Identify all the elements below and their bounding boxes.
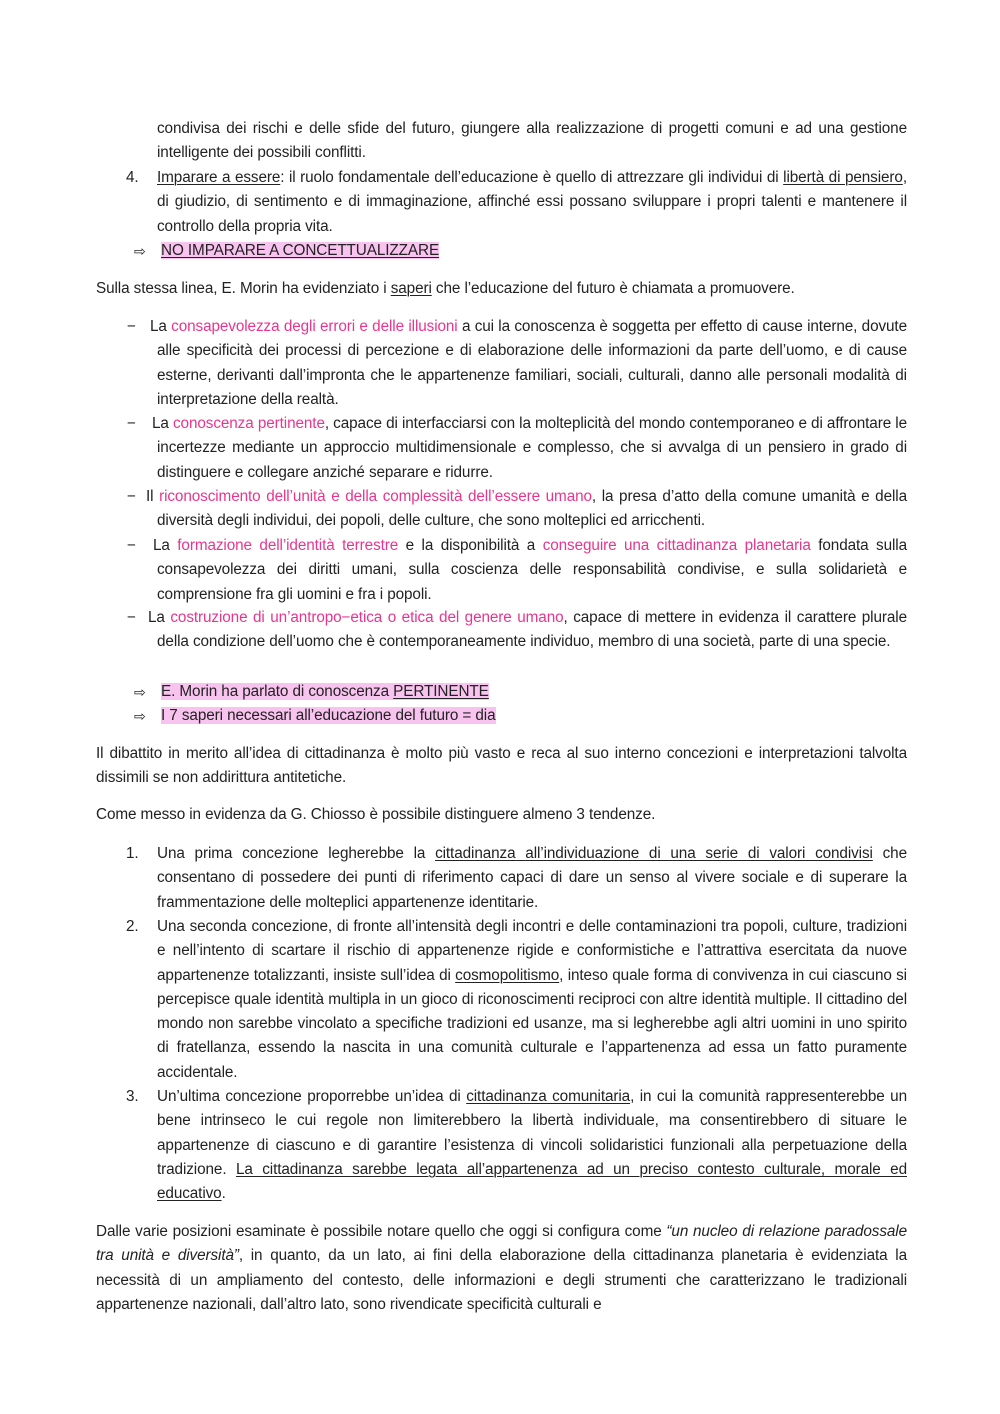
tendenza-1-paragraph — [157, 842, 907, 915]
sapere-4-text-2: fondata sulla consapevolezza dei diritti umani, sulla coscienza delle responsabilità condivise, e sulla solidarietà e comprensione fra gli uomini e fra i popoli. — [157, 537, 907, 603]
note-concettualizzare — [161, 239, 439, 263]
right-arrow-icon: ⇨ — [134, 243, 146, 259]
sapere-3-highlight: riconoscimento dell’unità e della complessità dell’essere umano — [159, 488, 592, 505]
list-item-sapere-3 — [146, 485, 907, 534]
chiosso-paragraph — [96, 803, 907, 827]
note-pertinente — [161, 680, 489, 704]
item3-continuation — [157, 117, 907, 166]
morin-intro-text1: Sulla stessa linea, E. Morin ha evidenziato i — [96, 280, 391, 297]
tendenza-3-text3: . — [221, 1185, 226, 1203]
tendenza-3-underlined-2: La cittadinanza sarebbe legata all’appartenenza ad un preciso contesto culturale, morale ed educativo — [157, 1160, 907, 1203]
sapere-1-article: La — [150, 318, 172, 335]
morin-intro-text2: che l’educazione del futuro è chiamata a promuovere. — [431, 280, 795, 297]
final-italic-quote: “un nucleo di relazione paradossale tra unità e diversità” — [96, 1223, 908, 1265]
tendenza-2-text2: , inteso quale forma di convivenza in cui ciascuno si percepisce quale identità multipla in un gioco di riconoscimenti reciproci con altre identità multiple. Il cittadino del mondo non sarebbe vincolato a specifiche tradizioni ed usanze, ma si legherebbe agli altri uomini in uno spirito di fratellanza, essendo la nascita in una comunità culturale e l’appartenenza ad essa un fatto puramente accidentale. — [157, 966, 907, 1081]
list-item-sapere-4 — [153, 534, 907, 607]
item4-paragraph — [157, 166, 907, 239]
list-dash: − — [127, 609, 136, 626]
tendenza-2-underlined: cosmopolitismo — [455, 966, 560, 984]
tendenza-3-number: 3. — [126, 1088, 139, 1105]
item4-text2: , di giudizio, di sentimento e di immaginazione, affinché essi possano sviluppare i propri talenti e mantenere il controllo della propria vita. — [157, 169, 907, 235]
list-dash: − — [127, 537, 136, 554]
tendenza-2-paragraph — [157, 915, 907, 1085]
item4-number: 4. — [126, 169, 139, 186]
morin-intro-paragraph — [96, 277, 907, 301]
sapere-4-article: La — [153, 537, 178, 554]
final-text1: Dalle varie posizioni esaminate è possibile notare quello che oggi si configura come — [96, 1223, 667, 1240]
tendenza-2-text1: Una seconda concezione, di fronte all’intensità degli incontri e delle contaminazioni tra popoli, culture, tradizioni e nell’intento di scartare il rischio di appartenenze rigide e conformistiche e l’attrattiva esercitata da nuove appartenenze totalizzanti, insiste sull’idea di — [157, 918, 907, 984]
sapere-2-text: , capace di interfacciarsi con la molteplicità del mondo contemporaneo e di affrontare le incertezze mediante un approccio multidimensionale e complesso, che si avvalga di un pensiero in grado di distinguere e collegare anziché separare e ridurre. — [157, 415, 908, 481]
list-item-sapere-2 — [152, 412, 908, 485]
sapere-5-text: , capace di mettere in evidenza il carattere plurale della condizione dell’uomo che è contemporaneamente individuo, membro di una società, parte di una specie. — [157, 609, 907, 651]
tendenza-1-text2: che consentano di possedere dei punti di riferimento capaci di dare un senso al vivere sociale e di superare la frammentazione delle molteplici appartenenze identitarie. — [157, 845, 907, 911]
item4-text1: : il ruolo fondamentale dell’educazione è quello di attrezzare gli individui di — [280, 169, 784, 186]
list-item-sapere-1 — [150, 315, 907, 412]
tendenza-3-underlined-1: cittadinanza comunitaria — [466, 1088, 631, 1105]
note-pertinente-underlined: PERTINENTE — [393, 683, 489, 700]
tendenza-3-paragraph — [157, 1085, 907, 1206]
item4-term: Imparare a essere — [157, 169, 281, 186]
tendenza-3-text2: , in cui la comunità rappresenterebbe un bene intrinseco le cui regole non limiterebbero la libertà individuale, ma consentirebbero di situare le appartenenze di ciascuno e di garantire l’esistenza di vincoli solidaristici funzionali alla perpetuazione della tradizione. — [157, 1088, 908, 1178]
sapere-3-article: Il — [146, 488, 160, 505]
sapere-3-text: , la presa d’atto della comune umanità e della diversità degli individui, dei popoli, delle culture, che sono molteplici ed arricchenti. — [157, 488, 907, 530]
note-pertinente-text: E. Morin ha parlato di conoscenza — [161, 683, 394, 700]
note-concettualizzare-text: NO IMPARARE A CONCETTUALIZZARE — [161, 242, 440, 259]
final-paragraph — [96, 1220, 907, 1317]
final-text2: , in quanto, da un lato, ai fini della elaborazione della cittadinanza planetaria è evidenziata la necessità di un ampliamento del contesto, delle informazioni e degli strumenti che caratterizzano le tradizionali appartenenze nazionali, dall’altro lato, sono rivendicate specificità culturali e — [96, 1247, 907, 1313]
list-dash: − — [127, 415, 136, 432]
item4-underlined: libertà di pensiero — [783, 169, 903, 186]
sapere-2-article: La — [152, 415, 173, 432]
right-arrow-icon: ⇨ — [134, 684, 146, 700]
right-arrow-icon: ⇨ — [134, 708, 146, 724]
sapere-5-highlight: costruzione di un’antropo−etica o etica del genere umano — [170, 609, 564, 626]
chiosso-text: Come messo in evidenza da G. Chiosso è possibile distinguere almeno 3 tendenze. — [96, 806, 656, 823]
sapere-5-article: La — [148, 609, 171, 626]
sapere-4-text-1: e la disponibilità a — [398, 537, 543, 554]
tendenza-2-number: 2. — [126, 918, 139, 935]
sapere-1-text: a cui la conoscenza è soggetta per effetto di cause interne, dovute alle specificità dei processi di percezione e di elaborazione delle informazioni da parte dell’uomo, e di cause esterne, derivanti dall’impronta che le appartenenze familiari, sociali, culturali, danno alle personali modalità di interpretazione della realtà. — [157, 318, 907, 408]
sapere-1-highlight: consapevolezza degli errori e delle illusioni — [171, 318, 458, 335]
note-sette-saperi — [161, 704, 496, 728]
tendenza-3-text1: Un’ultima concezione proporrebbe un’idea di — [157, 1088, 467, 1105]
list-item-sapere-5 — [148, 606, 907, 655]
tendenza-1-text1: Una prima concezione legherebbe la — [157, 845, 436, 862]
morin-intro-underlined: saperi — [390, 280, 432, 297]
tendenza-1-underlined: cittadinanza all’individuazione di una serie di valori condivisi — [435, 845, 873, 862]
list-dash: − — [127, 488, 136, 505]
item3-continuation-text: condivisa dei rischi e delle sfide del futuro, giungere alla realizzazione di progetti comuni e ad una gestione intelligente dei possibili conflitti. — [157, 120, 907, 162]
note-sette-saperi-text: I 7 saperi necessari all’educazione del futuro = dia — [161, 707, 496, 724]
dibattito-paragraph — [96, 742, 907, 791]
tendenza-1-number: 1. — [126, 845, 139, 862]
sapere-4-highlight-1: formazione dell’identità terrestre — [177, 537, 399, 554]
sapere-4-highlight-2: conseguire una cittadinanza planetaria — [542, 537, 811, 554]
dibattito-text: Il dibattito in merito all’idea di cittadinanza è molto più vasto e reca al suo interno concezioni e interpretazioni talvolta dissimili se non addirittura antitetiche. — [96, 745, 907, 787]
sapere-2-highlight: conoscenza pertinente — [173, 415, 325, 432]
list-dash: − — [127, 318, 136, 335]
